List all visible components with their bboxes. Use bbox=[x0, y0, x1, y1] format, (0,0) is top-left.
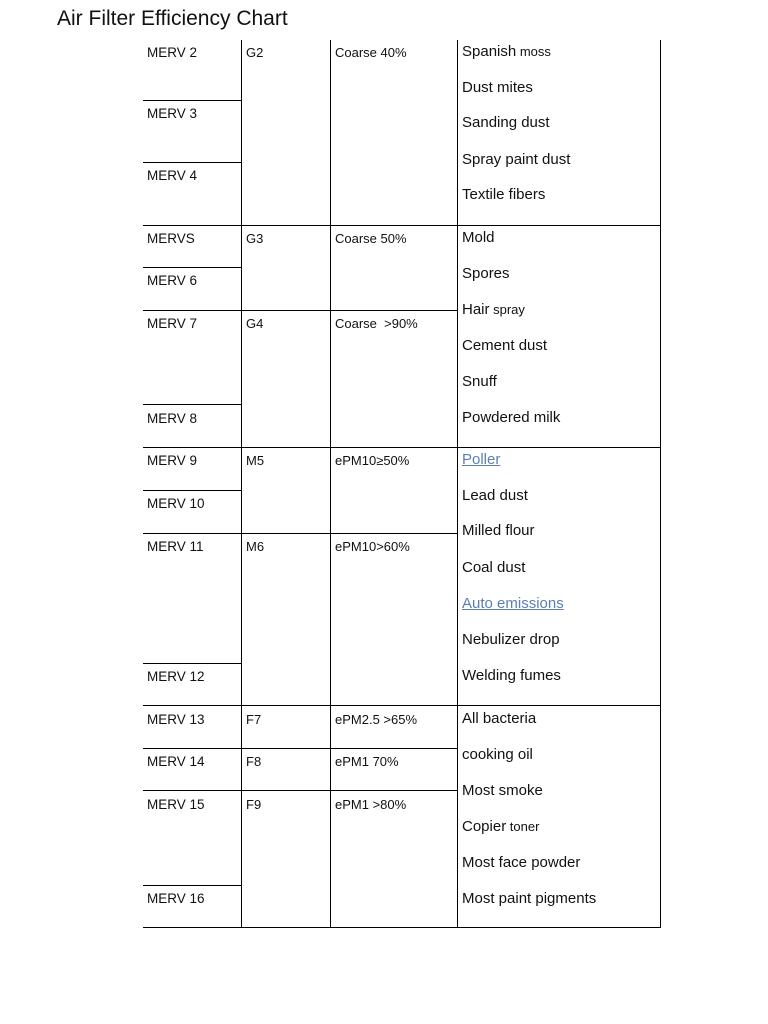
particle-label: Welding fumes bbox=[462, 667, 561, 684]
efficiency-rating: ePM1 70% bbox=[335, 754, 399, 769]
row-divider bbox=[143, 885, 242, 886]
particle-item bbox=[462, 668, 561, 684]
merv-rating: MERV 6 bbox=[147, 273, 198, 288]
particle-label: Nebulizer drop bbox=[462, 631, 560, 648]
particle-label: Most paint pigments bbox=[462, 890, 597, 907]
merv-rating: MERV 4 bbox=[147, 168, 198, 183]
merv-rating: MERV 16 bbox=[147, 891, 205, 906]
column-divider bbox=[330, 40, 331, 928]
merv-rating: MERV 8 bbox=[147, 411, 198, 426]
particle-label: cooking oil bbox=[462, 746, 533, 763]
particle-label: Milled flour bbox=[462, 522, 535, 539]
filter-grade: G2 bbox=[246, 45, 264, 60]
particle-item bbox=[462, 747, 533, 763]
particle-label[interactable]: Auto emissions bbox=[462, 595, 564, 612]
particle-label: Cement dust bbox=[462, 337, 548, 354]
column-divider bbox=[241, 40, 242, 928]
particle-item bbox=[462, 230, 495, 246]
particle-label: Spanish bbox=[462, 43, 517, 60]
filter-grade: M5 bbox=[246, 453, 265, 468]
row-divider bbox=[143, 790, 458, 791]
particle-item bbox=[462, 855, 580, 871]
row-divider bbox=[143, 162, 242, 163]
row-divider bbox=[143, 267, 242, 268]
particle-label: Spray paint dust bbox=[462, 151, 571, 168]
filter-grade: F8 bbox=[246, 754, 262, 769]
particle-label: Dust mites bbox=[462, 79, 533, 96]
merv-rating: MERV 7 bbox=[147, 316, 198, 331]
merv-rating: MERV 3 bbox=[147, 106, 198, 121]
particle-item bbox=[462, 891, 596, 907]
particle-item bbox=[462, 374, 497, 390]
efficiency-rating: Coarse >90% bbox=[335, 316, 418, 331]
particle-item bbox=[462, 523, 535, 539]
row-divider bbox=[143, 748, 458, 749]
particle-item bbox=[462, 44, 551, 60]
particle-item bbox=[462, 266, 510, 282]
efficiency-rating: Coarse 50% bbox=[335, 231, 407, 246]
particle-item bbox=[462, 80, 533, 96]
particle-label: Most smoke bbox=[462, 782, 543, 799]
table-bottom-border bbox=[143, 927, 661, 928]
merv-rating: MERV 2 bbox=[147, 45, 198, 60]
merv-rating: MERV 10 bbox=[147, 496, 205, 511]
group-divider bbox=[143, 447, 661, 448]
merv-rating: MERV 11 bbox=[147, 539, 204, 554]
merv-rating: MERV 12 bbox=[147, 669, 205, 684]
particle-label-small: spray bbox=[489, 302, 525, 317]
merv-rating: MERVS bbox=[147, 231, 195, 246]
particle-label: Spores bbox=[462, 265, 510, 282]
filter-grade: G4 bbox=[246, 316, 264, 331]
efficiency-rating: ePM2.5 >65% bbox=[335, 712, 418, 727]
efficiency-rating: Coarse 40% bbox=[335, 45, 407, 60]
row-divider bbox=[143, 310, 458, 311]
merv-rating: MERV 15 bbox=[147, 797, 205, 812]
particle-label: Copier bbox=[462, 818, 507, 835]
particle-label: Snuff bbox=[462, 373, 497, 390]
filter-grade: F7 bbox=[246, 712, 262, 727]
particle-label[interactable]: Poller bbox=[462, 451, 501, 468]
merv-rating: MERV 13 bbox=[147, 712, 205, 727]
particle-item bbox=[462, 560, 525, 576]
particle-link[interactable] bbox=[462, 452, 500, 468]
particle-item bbox=[462, 187, 545, 203]
particle-item bbox=[462, 819, 539, 835]
column-divider bbox=[660, 40, 661, 928]
group-divider bbox=[143, 705, 661, 706]
particle-label-small: toner bbox=[506, 819, 540, 834]
efficiency-rating: ePM1 >80% bbox=[335, 797, 407, 812]
row-divider bbox=[143, 100, 242, 101]
particle-item bbox=[462, 302, 525, 318]
row-divider bbox=[143, 533, 458, 534]
particle-label: Powdered milk bbox=[462, 409, 561, 426]
particle-item bbox=[462, 410, 560, 426]
filter-grade: M6 bbox=[246, 539, 265, 554]
filter-grade: G3 bbox=[246, 231, 264, 246]
page-title: Air Filter Efficiency Chart bbox=[57, 7, 288, 30]
particle-item bbox=[462, 115, 550, 131]
group-divider bbox=[143, 225, 661, 226]
particle-label-small: moss bbox=[516, 44, 551, 59]
row-divider bbox=[143, 663, 242, 664]
row-divider bbox=[143, 490, 242, 491]
particle-label: All bacteria bbox=[462, 710, 537, 727]
efficiency-rating: ePM10≥50% bbox=[335, 453, 410, 468]
column-divider bbox=[457, 40, 458, 928]
particle-item bbox=[462, 338, 547, 354]
particle-item bbox=[462, 783, 543, 799]
particle-label: Mold bbox=[462, 229, 495, 246]
particle-label: Coal dust bbox=[462, 559, 526, 576]
particle-item bbox=[462, 152, 570, 168]
merv-rating: MERV 14 bbox=[147, 754, 205, 769]
particle-label: Most face powder bbox=[462, 854, 581, 871]
efficiency-rating: ePM10>60% bbox=[335, 539, 410, 554]
particle-label: Textile fibers bbox=[462, 186, 546, 203]
merv-rating: MERV 9 bbox=[147, 453, 198, 468]
particle-item bbox=[462, 488, 528, 504]
row-divider bbox=[143, 404, 242, 405]
particle-item bbox=[462, 632, 560, 648]
particle-label: Sanding dust bbox=[462, 114, 550, 131]
particle-label: Hair bbox=[462, 301, 490, 318]
particle-item bbox=[462, 711, 536, 727]
filter-grade: F9 bbox=[246, 797, 262, 812]
particle-label: Lead dust bbox=[462, 487, 528, 504]
particle-link[interactable] bbox=[462, 596, 564, 612]
